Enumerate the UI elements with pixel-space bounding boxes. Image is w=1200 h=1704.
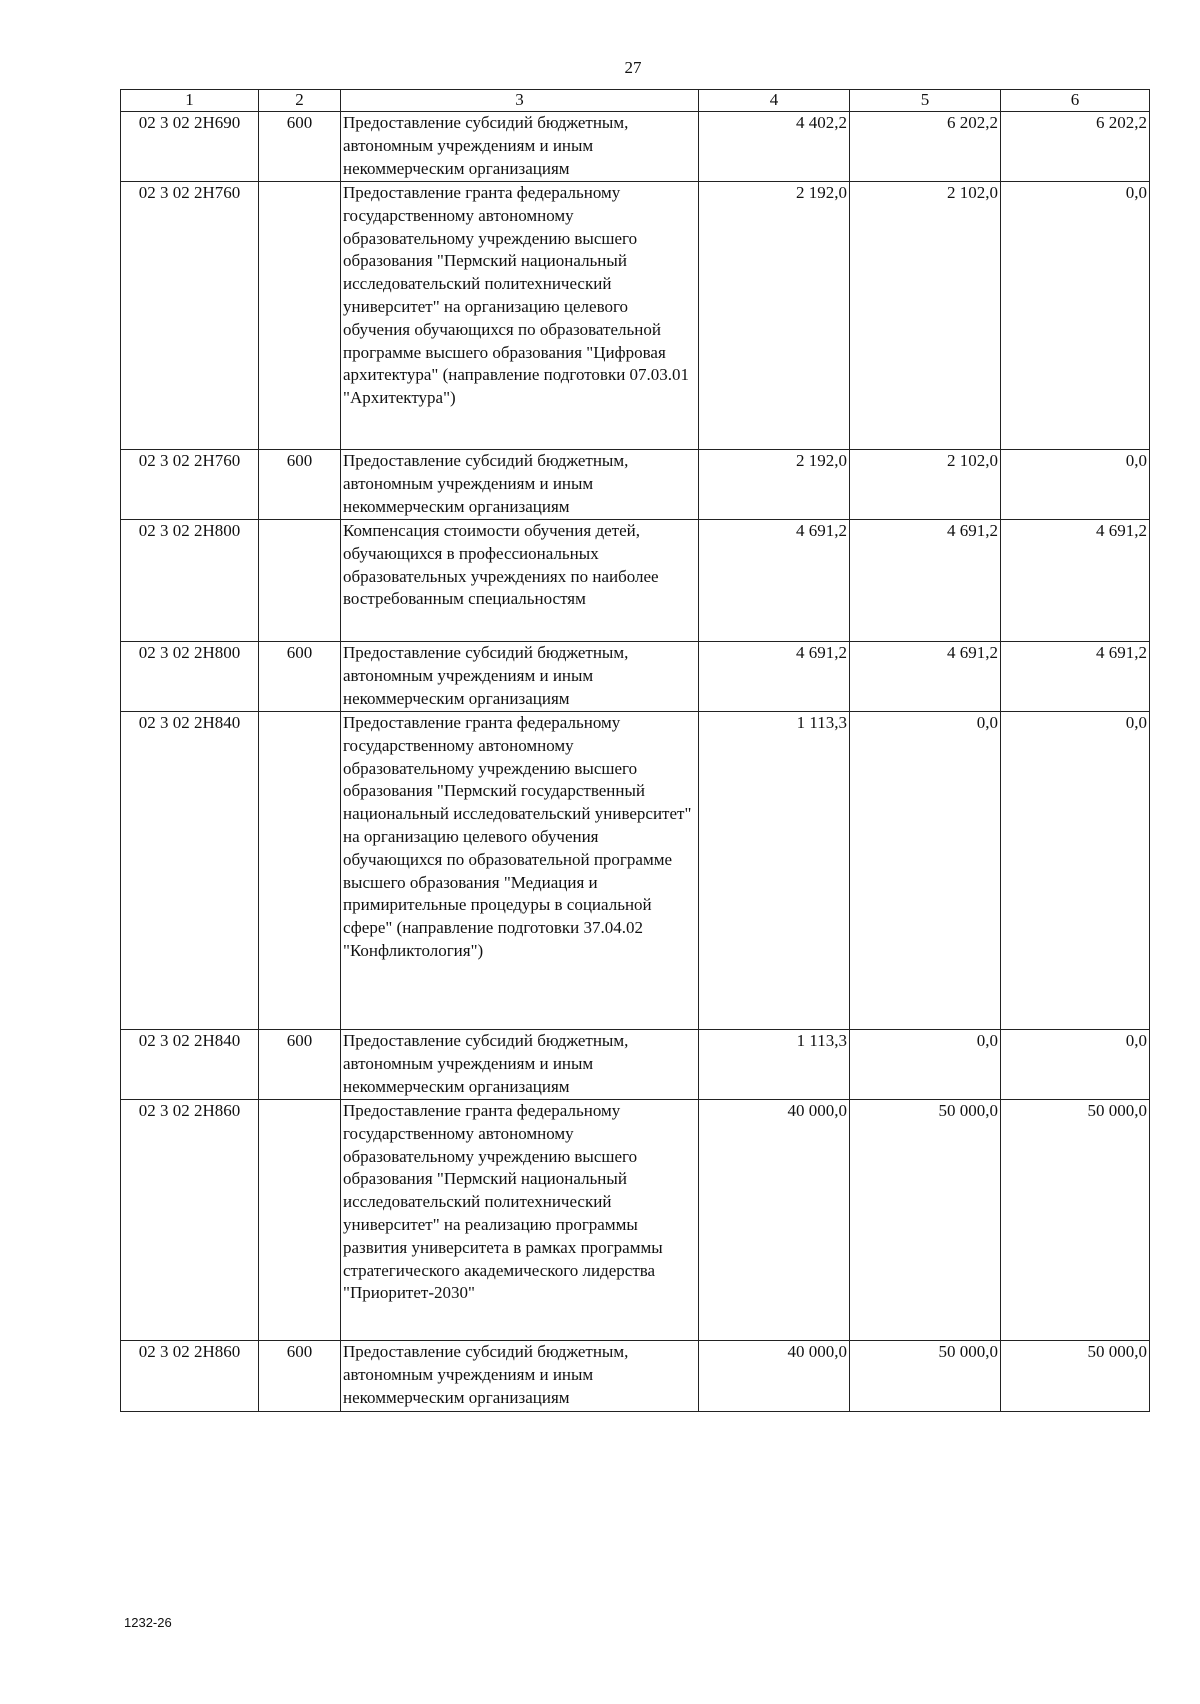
row-value-col6: 50 000,0 bbox=[1001, 1341, 1150, 1412]
row-expense-type: 600 bbox=[259, 450, 341, 520]
row-code: 02 3 02 2Н840 bbox=[121, 1030, 259, 1100]
row-expense-type: 600 bbox=[259, 1030, 341, 1100]
table-row bbox=[121, 642, 1150, 712]
row-expense-type: 600 bbox=[259, 1341, 341, 1412]
row-value-col6: 4 691,2 bbox=[1001, 520, 1150, 642]
row-code: 02 3 02 2Н690 bbox=[121, 112, 259, 182]
row-value-col5: 50 000,0 bbox=[850, 1341, 1001, 1412]
row-value-col4: 1 113,3 bbox=[699, 712, 850, 1030]
row-value-col5: 0,0 bbox=[850, 1030, 1001, 1100]
row-description: Предоставление субсидий бюджетным, автономным учреждениям и иным некоммерческим организациям bbox=[341, 642, 699, 712]
column-header: 4 bbox=[699, 90, 850, 112]
row-value-col6: 6 202,2 bbox=[1001, 112, 1150, 182]
row-code: 02 3 02 2Н860 bbox=[121, 1100, 259, 1341]
row-expense-type: 600 bbox=[259, 642, 341, 712]
table-row bbox=[121, 182, 1150, 450]
row-value-col6: 0,0 bbox=[1001, 712, 1150, 1030]
row-description: Предоставление гранта федеральному государственному автономному образовательному учреждению высшего образования "Пермский национальный исследовательский политехнический университет" на реализацию программы развития университета в рамках программы стратегического академического лидерства "Приоритет-2030" bbox=[341, 1100, 699, 1341]
row-value-col5: 2 102,0 bbox=[850, 182, 1001, 450]
page-number: 27 bbox=[624, 58, 642, 77]
row-value-col5: 4 691,2 bbox=[850, 520, 1001, 642]
column-header: 6 bbox=[1001, 90, 1150, 112]
row-expense-type bbox=[259, 520, 341, 642]
row-value-col4: 40 000,0 bbox=[699, 1100, 850, 1341]
row-description: Предоставление субсидий бюджетным, автономным учреждениям и иным некоммерческим организациям bbox=[341, 1341, 699, 1412]
row-value-col6: 4 691,2 bbox=[1001, 642, 1150, 712]
row-description: Предоставление субсидий бюджетным, автономным учреждениям и иным некоммерческим организациям bbox=[341, 112, 699, 182]
column-header: 2 bbox=[259, 90, 341, 112]
table-row bbox=[121, 520, 1150, 642]
row-value-col4: 40 000,0 bbox=[699, 1341, 850, 1412]
row-value-col4: 2 192,0 bbox=[699, 182, 850, 450]
row-value-col5: 4 691,2 bbox=[850, 642, 1001, 712]
row-value-col4: 4 691,2 bbox=[699, 642, 850, 712]
row-code: 02 3 02 2Н760 bbox=[121, 182, 259, 450]
row-expense-type bbox=[259, 712, 341, 1030]
row-expense-type bbox=[259, 1100, 341, 1341]
header-row bbox=[121, 90, 1150, 112]
row-description: Компенсация стоимости обучения детей, обучающихся в профессиональных образовательных учреждениях по наиболее востребованным специальностям bbox=[341, 520, 699, 642]
row-value-col6: 0,0 bbox=[1001, 182, 1150, 450]
row-code: 02 3 02 2Н860 bbox=[121, 1341, 259, 1412]
table-row bbox=[121, 1100, 1150, 1341]
row-value-col5: 6 202,2 bbox=[850, 112, 1001, 182]
row-value-col6: 0,0 bbox=[1001, 450, 1150, 520]
row-description: Предоставление гранта федеральному государственному автономному образовательному учреждению высшего образования "Пермский государственный национальный исследовательский университет" на организацию целевого обучения обучающихся по образовательной программе высшего образования "Медиация и примирительные процедуры в социальной сфере" (направление подготовки 37.04.02 "Конфликтология") bbox=[341, 712, 699, 1030]
table-row bbox=[121, 450, 1150, 520]
row-code: 02 3 02 2Н800 bbox=[121, 520, 259, 642]
row-value-col5: 50 000,0 bbox=[850, 1100, 1001, 1341]
document-id: 1232-26 bbox=[124, 1615, 172, 1630]
row-expense-type: 600 bbox=[259, 112, 341, 182]
row-value-col6: 0,0 bbox=[1001, 1030, 1150, 1100]
row-description: Предоставление субсидий бюджетным, автономным учреждениям и иным некоммерческим организациям bbox=[341, 1030, 699, 1100]
budget-table bbox=[120, 89, 1150, 1412]
column-header: 1 bbox=[121, 90, 259, 112]
table-row bbox=[121, 712, 1150, 1030]
row-value-col6: 50 000,0 bbox=[1001, 1100, 1150, 1341]
row-value-col4: 2 192,0 bbox=[699, 450, 850, 520]
row-description: Предоставление гранта федеральному государственному автономному образовательному учреждению высшего образования "Пермский национальный исследовательский политехнический университет" на организацию целевого обучения обучающихся по образовательной программе высшего образования "Цифровая архитектура" (направление подготовки 07.03.01 "Архитектура") bbox=[341, 182, 699, 450]
row-expense-type bbox=[259, 182, 341, 450]
row-code: 02 3 02 2Н800 bbox=[121, 642, 259, 712]
table-row bbox=[121, 112, 1150, 182]
row-value-col4: 4 402,2 bbox=[699, 112, 850, 182]
table-row bbox=[121, 1341, 1150, 1412]
row-code: 02 3 02 2Н840 bbox=[121, 712, 259, 1030]
table-row bbox=[121, 1030, 1150, 1100]
row-code: 02 3 02 2Н760 bbox=[121, 450, 259, 520]
column-header: 3 bbox=[341, 90, 699, 112]
column-header: 5 bbox=[850, 90, 1001, 112]
row-value-col5: 0,0 bbox=[850, 712, 1001, 1030]
row-value-col5: 2 102,0 bbox=[850, 450, 1001, 520]
row-description: Предоставление субсидий бюджетным, автономным учреждениям и иным некоммерческим организациям bbox=[341, 450, 699, 520]
row-value-col4: 4 691,2 bbox=[699, 520, 850, 642]
row-value-col4: 1 113,3 bbox=[699, 1030, 850, 1100]
